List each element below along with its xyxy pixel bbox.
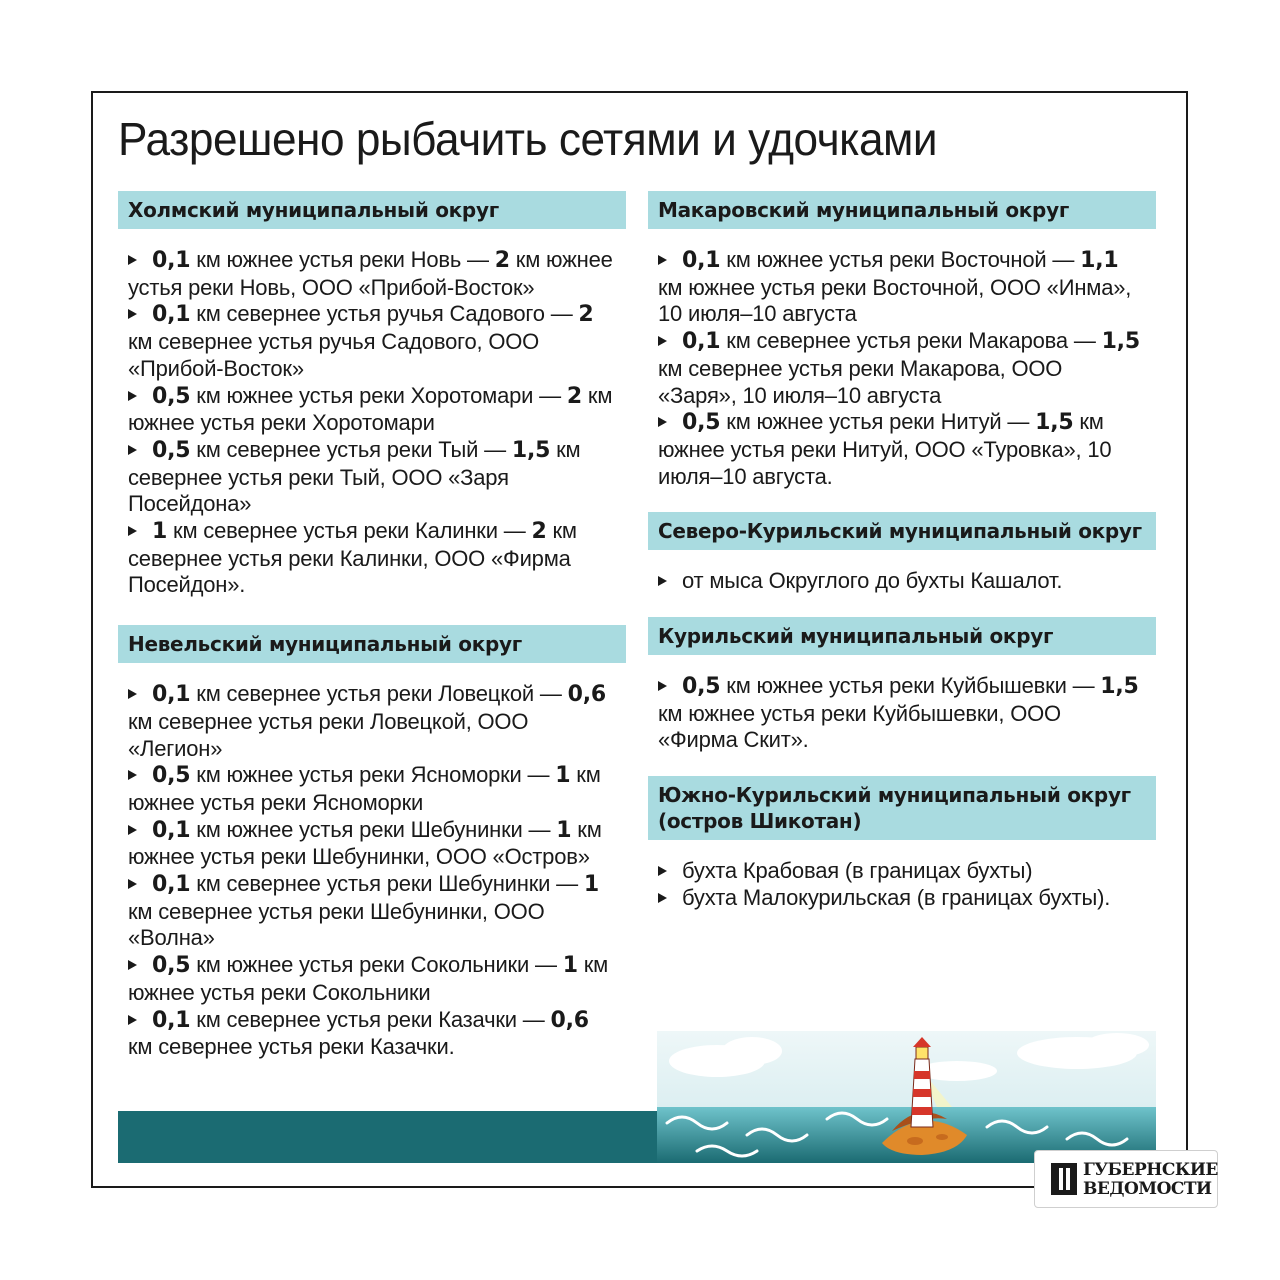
- arrow-bullet-icon: [128, 445, 137, 455]
- arrow-bullet-icon: [128, 309, 137, 319]
- publisher-logo: [1034, 1150, 1218, 1208]
- section-list-nevelsky: [118, 663, 626, 1061]
- arrow-bullet-icon: [128, 526, 137, 536]
- page-title: Разрешено рыбачить сетями и удочками: [118, 113, 938, 165]
- list-item: 0,1 км севернее устья реки Ловецкой — 0,6 км севернее устья реки Ловецкой, ООО «Легион»: [128, 681, 606, 761]
- arrow-bullet-icon: [128, 1015, 137, 1025]
- arrow-bullet-icon: [128, 255, 137, 265]
- section-list-makarovsky: [648, 229, 1156, 490]
- list-item: 0,5 км южнее устья реки Куйбышевки — 1,5 км южнее устья реки Куйбышевки, ООО «Фирма Скит».: [658, 673, 1139, 753]
- arrow-bullet-icon: [658, 417, 667, 427]
- arrow-bullet-icon: [658, 255, 667, 265]
- right-column: [648, 191, 1156, 912]
- section-heading-yuzhno-kurilsky: Южно-Курильский муниципальный округ (остров Шикотан): [648, 776, 1156, 840]
- lighthouse-illustration: [657, 1031, 1156, 1163]
- section-list-kholmsky: [118, 229, 626, 599]
- list-item: 1 км севернее устья реки Калинки — 2 км севернее устья реки Калинки, ООО «Фирма Посейдон».: [128, 518, 577, 598]
- arrow-bullet-icon: [128, 391, 137, 401]
- list-item: от мыса Округлого до бухты Кашалот.: [658, 568, 1146, 595]
- section-list-kurilsky: [648, 655, 1156, 754]
- list-item: 0,1 км севернее устья реки Макарова — 1,5 км севернее устья реки Макарова, ООО «Заря», 10 июля–10 августа: [658, 328, 1140, 408]
- arrow-bullet-icon: [128, 825, 137, 835]
- arrow-bullet-icon: [128, 689, 137, 699]
- list-item: бухта Крабовая (в границах бухты): [658, 858, 1146, 885]
- list-item: 0,5 км южнее устья реки Хоротомари — 2 км южнее устья реки Хоротомари: [128, 382, 613, 436]
- arrow-bullet-icon: [128, 770, 137, 780]
- section-heading-kurilsky: Курильский муниципальный округ: [648, 617, 1156, 655]
- list-item: 0,5 км севернее устья реки Тый — 1,5 км севернее устья реки Тый, ООО «Заря Посейдона»: [128, 436, 581, 517]
- arrow-bullet-icon: [658, 681, 667, 691]
- list-item: 0,5 км южнее устья реки Сокольники — 1 км южнее устья реки Сокольники: [128, 952, 609, 1005]
- arrow-bullet-icon: [658, 866, 667, 876]
- list-item: бухта Малокурильская (в границах бухты).: [658, 885, 1146, 912]
- section-heading-severo-kurilsky: Северо-Курильский муниципальный округ: [648, 512, 1156, 550]
- left-column: [118, 191, 626, 1061]
- newspaper-logo-icon: [1051, 1163, 1077, 1195]
- list-item: 0,1 км севернее устья реки Шебунинки — 1 км севернее устья реки Шебунинки, ООО «Волна»: [128, 871, 599, 951]
- section-list-yuzhno-kurilsky: [648, 840, 1156, 911]
- arrow-bullet-icon: [128, 960, 137, 970]
- list-item: 0,1 км южнее устья реки Восточной — 1,1 км южнее устья реки Восточной, ООО «Инма», 10 июля–10 августа: [658, 247, 1132, 327]
- list-item: 0,1 км южнее устья реки Шебунинки — 1 км южнее устья реки Шебунинки, ООО «Остров»: [128, 816, 602, 870]
- section-list-severo-kurilsky: [648, 550, 1156, 595]
- arrow-bullet-icon: [658, 576, 667, 586]
- list-item: 0,1 км севернее устья реки Казачки — 0,6 км севернее устья реки Казачки.: [128, 1006, 589, 1060]
- list-item: 0,1 км южнее устья реки Новь — 2 км южнее устья реки Новь, ООО «Прибой-Восток»: [128, 247, 613, 300]
- section-heading-makarovsky: Макаровский муниципальный округ: [648, 191, 1156, 229]
- section-heading-kholmsky: Холмский муниципальный округ: [118, 191, 626, 229]
- list-item: 0,5 км южнее устья реки Ясноморки — 1 км южнее устья реки Ясноморки: [128, 762, 601, 815]
- list-item: 0,1 км севернее устья ручья Садового — 2 км севернее устья ручья Садового, ООО «Прибой-Восток»: [128, 301, 594, 381]
- arrow-bullet-icon: [128, 879, 137, 889]
- logo-text: ГУБЕРНСКИЕ ВЕДОМОСТИ: [1083, 1160, 1218, 1199]
- arrow-bullet-icon: [658, 893, 667, 903]
- section-heading-nevelsky: Невельский муниципальный округ: [118, 625, 626, 663]
- list-item: 0,5 км южнее устья реки Нитуй — 1,5 км южнее устья реки Нитуй, ООО «Туровка», 10 июля–10 августа.: [658, 409, 1112, 489]
- arrow-bullet-icon: [658, 336, 667, 346]
